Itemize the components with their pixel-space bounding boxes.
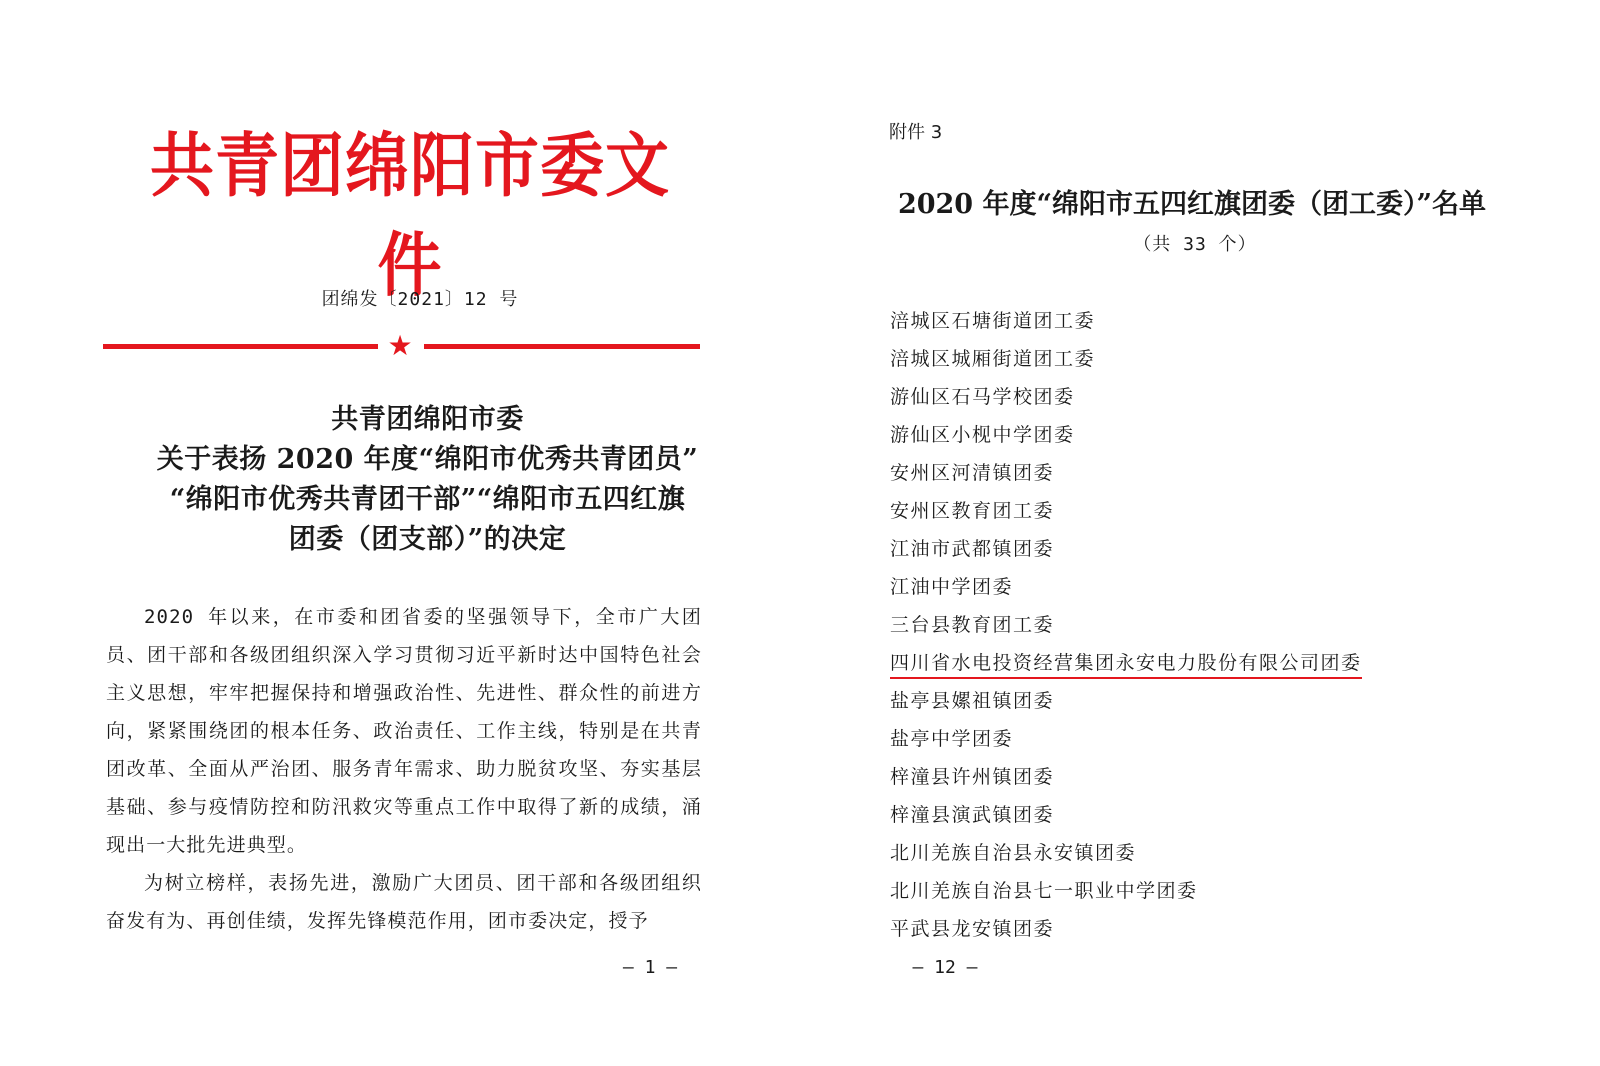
right-page	[800, 0, 1600, 1066]
list-item: 江油市武都镇团委	[890, 538, 1055, 560]
list-item: 江油中学团委	[890, 576, 1014, 598]
list-item: 梓潼县许州镇团委	[890, 766, 1055, 788]
document-header: 共青团绵阳市委文件	[150, 126, 670, 307]
red-divider-left	[103, 344, 378, 349]
list-item: 平武县龙安镇团委	[890, 918, 1055, 940]
list-item: 涪城区城厢街道团工委	[890, 348, 1096, 370]
decision-title-line: 共青团绵阳市委	[331, 404, 524, 435]
list-item: 三台县教育团工委	[890, 614, 1055, 636]
body-paragraph: 为树立榜样，表扬先进，激励广大团员、团干部和各级团组织奋发有为、再创佳绩，发挥先锋模范作用，团市委决定，授予	[106, 872, 702, 932]
highlighted-list-item: 四川省水电投资经营集团永安电力股份有限公司团委	[890, 644, 1362, 682]
list-item: 游仙区石马学校团委	[890, 386, 1075, 408]
red-divider-right	[424, 344, 700, 349]
list-title: 2020 年度“绵阳市五四红旗团委（团工委）”名单	[897, 189, 1487, 220]
body-paragraph: 2020 年以来，在市委和团省委的坚强领导下，全市广大团员、团干部和各级团组织深入学习贯彻习近平新时达中国特色社会主义思想，牢牢把握保持和增强政治性、先进性、群众性的前进方向，紧紧围绕团的根本任务、政治责任、工作主线，特别是在共青团改革、全面从严治团、服务青年需求、助力脱贫攻坚、夯实基层基础、参与疫情防控和防汛救灾等重点工作中取得了新的成绩，涌现出一大批先进典型。	[106, 606, 702, 856]
decision-title-line: 团委（团支部）”的决定	[288, 524, 567, 555]
list-item: 安州区教育团工委	[890, 500, 1055, 522]
list-item: 盐亭县嫘祖镇团委	[890, 690, 1055, 712]
organization-list	[890, 302, 1362, 948]
star-icon: ★	[387, 329, 413, 362]
list-item: 盐亭中学团委	[890, 728, 1014, 750]
list-item: 北川羌族自治县永安镇团委	[890, 842, 1137, 864]
list-subtitle: （共 33 个）	[1133, 234, 1257, 255]
body-text	[106, 598, 702, 940]
attachment-label: 附件 3	[889, 122, 943, 143]
list-item: 北川羌族自治县七一职业中学团委	[890, 880, 1198, 902]
page-number: — 1 —	[622, 957, 678, 978]
decision-title-line: 关于表扬 2020 年度“绵阳市优秀共青团员”	[156, 444, 699, 475]
decision-title-line: “绵阳市优秀共青团干部”“绵阳市五四红旗	[169, 484, 686, 515]
list-item: 梓潼县演武镇团委	[890, 804, 1055, 826]
decision-title	[105, 400, 750, 560]
list-item: 安州区河清镇团委	[890, 462, 1055, 484]
page-number: — 12 —	[912, 957, 978, 978]
document-number: 团绵发〔2021〕12 号	[321, 289, 519, 310]
list-item: 游仙区小枧中学团委	[890, 424, 1075, 446]
list-item: 涪城区石塘街道团工委	[890, 310, 1096, 332]
